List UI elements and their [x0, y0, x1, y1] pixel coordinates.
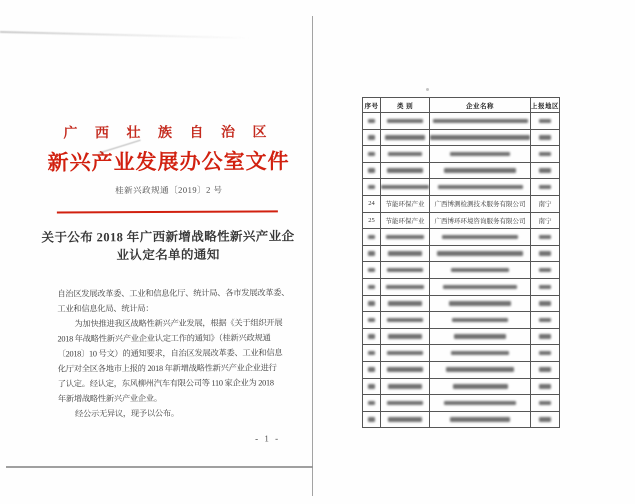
cell-company-name — [430, 179, 531, 196]
redacted-text-bar — [387, 168, 423, 173]
table-row — [363, 411, 560, 428]
redacted-text-bar — [386, 285, 424, 290]
redacted-text-bar — [368, 367, 375, 372]
body-line: 经公示无异议，现予以公布。 — [74, 408, 179, 419]
cell-company-name: 广西博测检测技术服务有限公司 — [430, 195, 531, 212]
cell-company-name — [430, 345, 531, 362]
notice-title — [30, 228, 306, 264]
cell-company-name — [430, 245, 531, 262]
redacted-text-bar — [385, 135, 425, 140]
document-page-2-attachment — [362, 97, 560, 428]
cell-category — [381, 312, 430, 329]
body-line: 自治区发展改革委、工业和信息化厅、统计局、各市发展改革委、 — [57, 288, 290, 299]
cell-serial-number — [363, 162, 381, 179]
cell-region — [531, 146, 560, 163]
cell-region — [531, 245, 560, 262]
table-row — [363, 295, 560, 312]
cell-category: 节能环保产业 — [381, 212, 430, 229]
redacted-text-bar — [368, 168, 375, 173]
table-row — [363, 245, 560, 262]
table-row — [363, 195, 560, 212]
redacted-text-bar — [539, 251, 551, 256]
table-row — [363, 328, 560, 345]
cell-company-name — [430, 129, 531, 146]
cell-category — [381, 411, 430, 428]
redacted-text-bar — [388, 417, 422, 422]
table-row — [363, 278, 560, 295]
cell-company-name — [430, 229, 531, 246]
redacted-text-bar — [387, 351, 423, 356]
notice-body — [57, 285, 290, 421]
cell-region — [531, 179, 560, 196]
table-row — [363, 262, 560, 279]
table-row — [363, 129, 560, 146]
redacted-text-bar — [430, 135, 530, 140]
cell-region — [531, 278, 560, 295]
cell-serial-number: 24 — [363, 195, 381, 212]
cell-company-name — [430, 312, 531, 329]
cell-category — [381, 328, 430, 345]
cell-company-name — [430, 328, 531, 345]
table-row — [363, 361, 560, 378]
cell-serial-number — [363, 345, 381, 362]
redacted-text-bar — [388, 301, 422, 306]
body-line: 化厅对全区各地市上报的 2018 年新增战略性新兴产业企业进行 — [57, 363, 277, 374]
cell-region: 南宁 — [531, 195, 560, 212]
document-number: 桂新兴政规通〔2019〕2 号 — [115, 184, 223, 196]
red-divider-line — [57, 210, 278, 213]
body-line: 年新增战略性新兴产业企业。 — [57, 393, 162, 404]
redacted-text-bar — [368, 417, 375, 422]
cell-serial-number — [363, 378, 381, 395]
cell-serial-number — [363, 179, 381, 196]
redacted-text-bar — [454, 334, 506, 339]
table-row — [363, 146, 560, 163]
redacted-text-bar — [388, 384, 422, 389]
notice-title-line2: 业认定名单的通知 — [116, 247, 220, 262]
redacted-text-bar — [368, 334, 375, 339]
table-row — [363, 113, 560, 130]
cell-serial-number — [363, 411, 381, 428]
redacted-text-bar — [368, 152, 375, 157]
cell-category — [381, 345, 430, 362]
redacted-text-bar — [381, 185, 429, 190]
redacted-text-bar — [438, 185, 523, 190]
cell-serial-number — [363, 229, 381, 246]
redacted-text-bar — [539, 301, 551, 306]
redacted-text-bar — [368, 401, 375, 406]
redacted-text-bar — [449, 301, 511, 306]
redacted-text-bar — [539, 268, 551, 273]
cell-serial-number: 25 — [363, 212, 381, 229]
redacted-text-bar — [539, 152, 551, 157]
redacted-text-bar — [442, 235, 518, 240]
cell-company-name — [430, 378, 531, 395]
scan-speck — [426, 88, 429, 91]
redacted-text-bar — [539, 417, 551, 422]
redacted-text-bar — [539, 384, 551, 389]
redacted-text-bar — [539, 135, 551, 140]
redacted-text-bar — [368, 119, 375, 124]
table-row — [363, 345, 560, 362]
cell-category — [381, 162, 430, 179]
redacted-text-bar — [539, 235, 551, 240]
redacted-text-bar — [539, 185, 551, 190]
table-column-header: 企业名称 — [430, 98, 531, 113]
redacted-text-bar — [387, 268, 423, 273]
body-line: 工业和信息化局、统计局： — [57, 304, 154, 314]
redacted-text-bar — [443, 285, 517, 290]
cell-company-name — [430, 278, 531, 295]
redacted-text-bar — [387, 401, 423, 406]
redacted-text-bar — [539, 334, 551, 339]
cell-region — [531, 361, 560, 378]
table-column-header: 上报地区 — [531, 98, 560, 113]
cell-region — [531, 295, 560, 312]
redacted-text-bar — [368, 235, 375, 240]
cell-company-name: 广西博环环境咨询服务有限公司 — [430, 212, 531, 229]
redacted-text-bar — [368, 251, 375, 256]
table-row — [363, 162, 560, 179]
cell-company-name — [430, 113, 531, 130]
cell-region — [531, 113, 560, 130]
redacted-text-bar — [368, 318, 375, 323]
enterprise-list-table — [362, 97, 560, 428]
redacted-text-bar — [368, 285, 375, 290]
cell-company-name — [430, 162, 531, 179]
table-row — [363, 229, 560, 246]
redacted-text-bar — [368, 301, 375, 306]
table-header-row — [363, 98, 560, 113]
cell-region — [531, 312, 560, 329]
redacted-text-bar — [387, 318, 423, 323]
cell-category — [381, 378, 430, 395]
cell-category — [381, 229, 430, 246]
table-column-header: 类 别 — [381, 98, 430, 113]
redacted-text-bar — [453, 384, 508, 389]
redacted-text-bar — [452, 318, 508, 323]
cell-serial-number — [363, 395, 381, 412]
cell-region — [531, 328, 560, 345]
cell-category: 节能环保产业 — [381, 195, 430, 212]
redacted-text-bar — [437, 251, 523, 256]
cell-company-name — [430, 411, 531, 428]
cell-category — [381, 395, 430, 412]
cell-serial-number — [363, 129, 381, 146]
cell-category — [381, 179, 430, 196]
body-line: 〔2018〕10 号文）的通知要求，自治区发展改革委、工业和信息 — [57, 348, 283, 359]
table-row — [363, 179, 560, 196]
redacted-text-bar — [388, 251, 422, 256]
redacted-text-bar — [539, 318, 551, 323]
cell-category — [381, 146, 430, 163]
cell-category — [381, 129, 430, 146]
notice-title-line1: 关于公布 2018 年广西新增战略性新兴产业企 — [41, 229, 295, 245]
cell-company-name — [430, 395, 531, 412]
redacted-text-bar — [451, 351, 509, 356]
cell-region — [531, 129, 560, 146]
document-header-title: 新兴产业发展办公室文件 — [47, 149, 290, 175]
cell-region — [531, 411, 560, 428]
redacted-text-bar — [368, 268, 375, 273]
redacted-text-bar — [539, 168, 551, 173]
cell-serial-number — [363, 262, 381, 279]
redacted-text-bar — [368, 384, 375, 389]
cell-company-name — [430, 361, 531, 378]
redacted-text-bar — [388, 152, 422, 157]
table-row — [363, 378, 560, 395]
cell-region — [531, 229, 560, 246]
cell-serial-number — [363, 361, 381, 378]
body-line: 为加快推进我区战略性新兴产业发展，根据《关于组织开展 — [74, 318, 283, 329]
redacted-text-bar — [368, 185, 375, 190]
table-column-header: 序号 — [363, 98, 381, 113]
redacted-text-bar — [386, 235, 424, 240]
cell-region — [531, 378, 560, 395]
cell-region — [531, 162, 560, 179]
redacted-text-bar — [539, 285, 551, 290]
document-page-1 — [0, 0, 314, 471]
cell-category — [381, 278, 430, 295]
redacted-text-bar — [387, 367, 423, 372]
cell-company-name — [430, 295, 531, 312]
redacted-text-bar — [451, 268, 509, 273]
redacted-text-bar — [368, 351, 375, 356]
table-row — [363, 312, 560, 329]
redacted-text-bar — [444, 168, 516, 173]
cell-serial-number — [363, 312, 381, 329]
redacted-text-bar — [450, 152, 510, 157]
cell-serial-number — [363, 295, 381, 312]
cell-region — [531, 395, 560, 412]
redacted-text-bar — [444, 401, 516, 406]
redacted-text-bar — [368, 135, 375, 140]
table-row — [363, 395, 560, 412]
redacted-text-bar — [387, 119, 423, 124]
page-number: - 1 - — [255, 433, 281, 444]
cell-serial-number — [363, 113, 381, 130]
cell-serial-number — [363, 278, 381, 295]
cell-serial-number — [363, 328, 381, 345]
cell-serial-number — [363, 245, 381, 262]
cell-region: 南宁 — [531, 212, 560, 229]
cell-category — [381, 262, 430, 279]
table-row — [363, 212, 560, 229]
cell-category — [381, 361, 430, 378]
redacted-text-bar — [433, 119, 528, 124]
cell-company-name — [430, 146, 531, 163]
cell-region — [531, 262, 560, 279]
cell-category — [381, 245, 430, 262]
redacted-text-bar — [539, 401, 551, 406]
redacted-text-bar — [450, 417, 510, 422]
body-line: 了认定。经认定，东风柳州汽车有限公司等 110 家企业为 2018 — [57, 378, 274, 389]
cell-category — [381, 113, 430, 130]
issuing-region-title: 广 西 壮 族 自 治 区 — [63, 125, 274, 142]
redacted-text-bar — [446, 367, 514, 372]
redacted-text-bar — [539, 351, 551, 356]
body-line: 2018 年战略性新兴产业企业认定工作的通知》（桂新兴政规通 — [57, 333, 271, 344]
redacted-text-bar — [539, 119, 551, 124]
cell-category — [381, 295, 430, 312]
redacted-text-bar — [388, 334, 422, 339]
redacted-text-bar — [539, 367, 551, 372]
cell-company-name — [430, 262, 531, 279]
cell-serial-number — [363, 146, 381, 163]
cell-region — [531, 345, 560, 362]
